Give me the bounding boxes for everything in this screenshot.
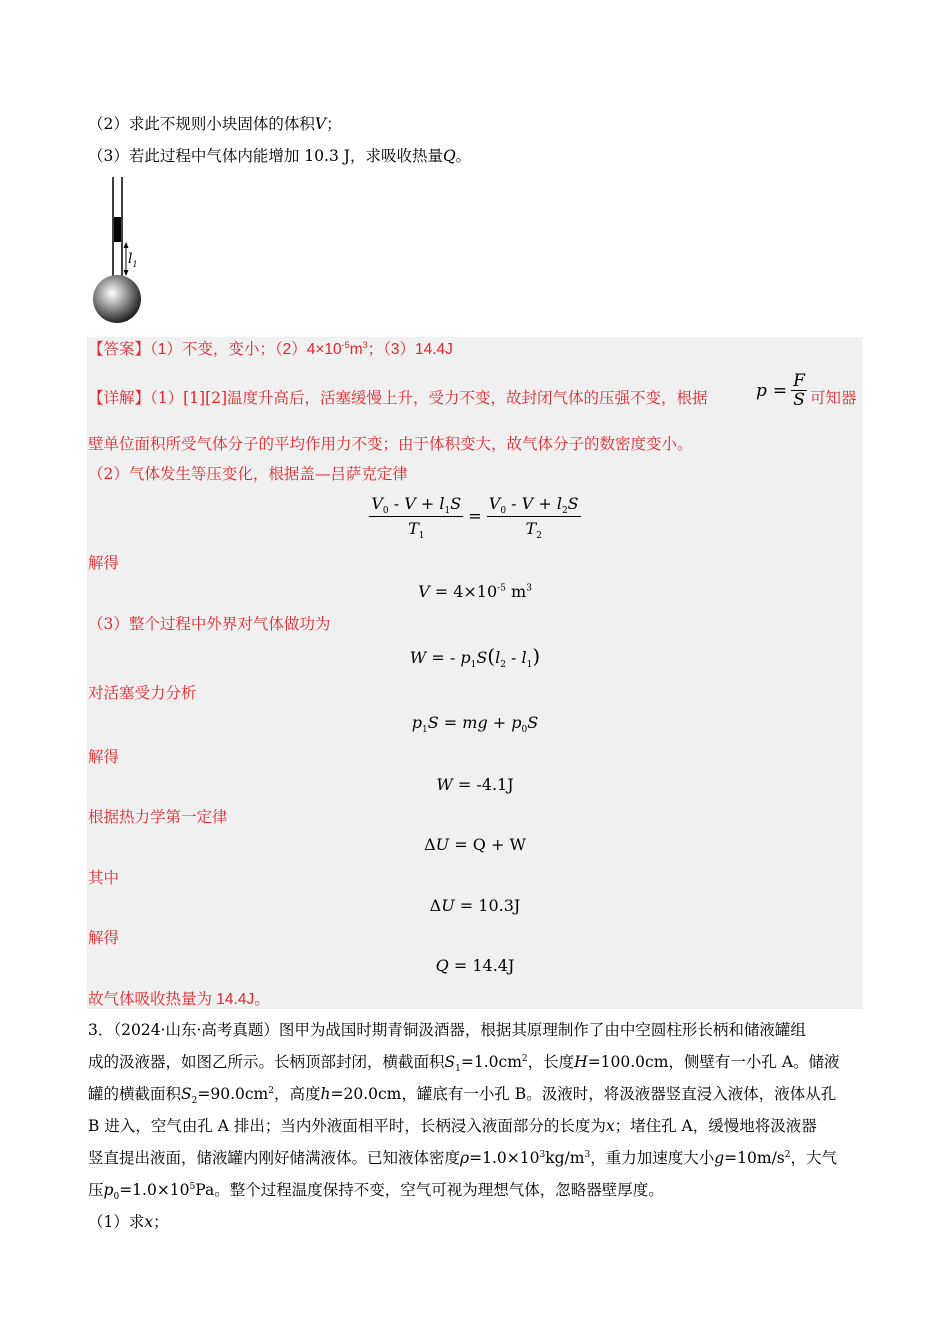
detail-line-3: [88, 464, 408, 484]
q3-l4-x: x: [605, 1117, 615, 1135]
detail-p1c: 壁单位面积所受气体分子的平均作用力不变；由于体积变大，故气体分子的数密度变小。: [88, 435, 693, 453]
q3-l2a: 成的汲液器，如图乙所示。长柄顶部封闭，横截面积: [88, 1053, 445, 1071]
conclusion: [88, 990, 270, 1010]
volume-result-value: = 4×10: [434, 582, 498, 601]
volume-result-unit-sup: 3: [526, 583, 532, 594]
q3-l5a: 竖直提出液面，储液罐内刚好储满液体。已知液体密度: [88, 1149, 461, 1167]
q3-l5d: ，重力加速度大小: [590, 1149, 715, 1167]
volume-result-unit: m: [511, 582, 527, 601]
q3-l2-S1: S: [444, 1053, 456, 1071]
q3-l7a: （1）求: [88, 1213, 145, 1231]
q3-l5-sup: 3: [539, 1149, 546, 1160]
detail-p3-text: （3）整个过程中外界对气体做功为: [88, 615, 331, 633]
question-3-var: Q: [442, 147, 456, 165]
detail-line-2: [88, 434, 693, 454]
solve-1: [88, 553, 119, 573]
q3-l3-S2: S: [181, 1085, 192, 1103]
q3-l5c: kg/m: [545, 1149, 585, 1167]
q3-l2d: =100.0cm，侧壁有一小孔 A。储液: [587, 1053, 840, 1071]
answer-text-c: ；（3）14.4J: [367, 341, 453, 358]
q3-l2-S1sub: 1: [455, 1064, 461, 1075]
first-law-formula-rhs: = Q + W: [454, 835, 526, 854]
q3-l7b: ；: [153, 1213, 169, 1231]
answer-sup: -5: [341, 339, 350, 350]
q3-line-1: [88, 1020, 806, 1040]
first-law-formula: ΔU = Q + W: [424, 835, 526, 854]
q3-l5e: =10m/s: [724, 1149, 785, 1167]
detail-p1b-text: 可知器: [810, 389, 857, 407]
du-value: = 10.3J: [459, 896, 521, 915]
pressure-formula: [756, 372, 807, 409]
q3-l6-sup: 5: [189, 1181, 196, 1192]
figure-label-l1: [128, 251, 138, 267]
q3-line-5: [88, 1148, 837, 1168]
answer-text-a: （1）不变，变小；（2）4×10: [150, 341, 342, 358]
q3-line-7: [88, 1212, 169, 1232]
question-2-line: [88, 114, 342, 134]
q3-line-4: [88, 1116, 817, 1136]
pressure-formula-num: F: [793, 371, 805, 391]
pressure-formula-fraction: [791, 372, 807, 409]
question-3-end: 。: [455, 147, 472, 165]
volume-result-formula: $V = 4\times 10^{-5}$ $m^3$: [418, 582, 532, 601]
detail-p3: [88, 614, 330, 634]
detail-p1b: [810, 388, 857, 408]
force-balance-formula: $p_1S$ = mg + $p_0S$: [411, 713, 539, 736]
work-formula-eq: = -: [431, 648, 456, 667]
detail-tag: 【详解】: [88, 389, 151, 407]
q3-l6b: =1.0×10: [119, 1181, 190, 1199]
q3-l3c: ，高度: [274, 1085, 321, 1103]
q3-l4b: ；堵住孔 A，缓慢地将汲液器: [614, 1117, 817, 1135]
q3-line-6: [88, 1180, 664, 1203]
du-value-formula: ΔU = 10.3J: [429, 896, 521, 915]
q3-l6c: Pa。整个过程温度保持不变，空气可视为理想气体，忽略器壁厚度。: [195, 1181, 664, 1199]
piston-analysis-text: 对活塞受力分析: [88, 684, 197, 702]
q3-line-1-text: 3．（2024·山东·高考真题）图甲为战国时期青铜汲酒器，根据其原理制作了由中空圆柱形长柄和储液罐组: [88, 1021, 806, 1039]
solve-1-text: 解得: [88, 554, 120, 572]
pressure-formula-p: p: [756, 380, 767, 401]
glass-bulb: [93, 275, 141, 323]
q3-l4a: B 进入，空气由孔 A 排出；当内外液面相平时，长柄浸入液面部分的长度为: [88, 1117, 606, 1135]
work-result-value: = -4.1J: [457, 775, 514, 794]
answer-sup2: 3: [362, 339, 368, 350]
q3-l6-p: p: [103, 1181, 114, 1199]
solve-3: [88, 928, 119, 948]
q3-l3b: =90.0cm: [197, 1085, 269, 1103]
conclusion-text: 故气体吸收热量为 14.4J。: [88, 991, 270, 1008]
detail-line-1: [88, 388, 708, 408]
q3-l6-psub: 0: [113, 1192, 120, 1203]
q3-line-2: [88, 1052, 840, 1075]
answer-line: [88, 340, 453, 360]
q3-l6a: 压: [88, 1181, 104, 1199]
mercury-column: [114, 217, 121, 242]
first-law: [88, 807, 228, 827]
q3-l3d: =20.0cm，罐底有一小孔 B。汲液时，将汲液器竖直浸入液体，液体从孔: [330, 1085, 837, 1103]
q3-l3-S2sub: 2: [191, 1096, 198, 1107]
q3-l2-H: H: [574, 1053, 588, 1071]
heat-result-formula: Q = 14.4J: [435, 956, 515, 975]
solve-2-text: 解得: [88, 748, 120, 766]
work-result-formula: W = -4.1J: [436, 775, 514, 794]
question-2-var: V: [314, 115, 327, 133]
q3-l2b: =1.0cm: [460, 1053, 522, 1071]
q3-l5-rho: ρ: [460, 1149, 470, 1167]
work-formula: W = - $p_1S(l_2 - l_1)$: [409, 644, 541, 671]
question-2-end: ；: [326, 115, 342, 133]
q3-l5-g: g: [714, 1149, 725, 1167]
among-text: 其中: [88, 869, 120, 887]
question-2-text: （2）求此不规则小块固体的体积: [88, 115, 315, 133]
q3-l2-sup: 2: [521, 1053, 528, 1064]
pressure-formula-equals: =: [772, 380, 788, 401]
detail-p1a: （1）[1][2]温度升高后，活塞缓慢上升，受力不变，故封闭气体的压强不变，根据: [150, 389, 708, 407]
figure-label-letter: l: [128, 251, 133, 267]
piston-analysis: [88, 683, 197, 703]
frac-left: $\frac{V_0 - V + l_1S}{T_1}$: [371, 494, 462, 542]
question-3-line: [88, 146, 471, 166]
frac-right: $\frac{V_0 - V + l_2S}{T_2}$: [488, 494, 579, 542]
glass-tube-bulb-figure: [85, 175, 155, 325]
q3-l3-sup: 2: [268, 1085, 274, 1096]
q3-l5f: ，大气: [790, 1149, 837, 1167]
q3-l5-sup3: 2: [784, 1149, 791, 1160]
solve-3-text: 解得: [88, 929, 120, 947]
q3-line-3: [88, 1084, 837, 1107]
q3-l3a: 罐的横截面积: [88, 1085, 182, 1103]
solve-2: [88, 747, 119, 767]
answer-text-b: m: [349, 341, 363, 358]
gay-lussac-formula: $\frac{V_0 - V + l_1S}{T_1}$ = $\frac{V_0 - V + l_2S}{T_2}$: [371, 494, 579, 542]
detail-p2: （2）气体发生等压变化，根据盖—吕萨克定律: [88, 465, 408, 483]
pressure-formula-den: S: [793, 390, 805, 410]
answer-tag: 【答案】: [88, 341, 151, 358]
among: [88, 868, 119, 888]
heat-result-value: = 14.4J: [453, 956, 515, 975]
q3-l3-h: h: [320, 1085, 331, 1103]
question-3-text: （3）若此过程中气体内能增加 10.3 J，求吸收热量: [88, 147, 443, 165]
volume-result-sup: -5: [497, 583, 506, 594]
q3-l5b: =1.0×10: [469, 1149, 540, 1167]
q3-l2c: ，长度: [527, 1053, 575, 1071]
q3-l7-x: x: [144, 1213, 154, 1231]
first-law-text: 根据热力学第一定律: [88, 808, 228, 826]
q3-l5-sup2: 3: [584, 1149, 591, 1160]
figure-label-sub: 1: [132, 259, 138, 269]
